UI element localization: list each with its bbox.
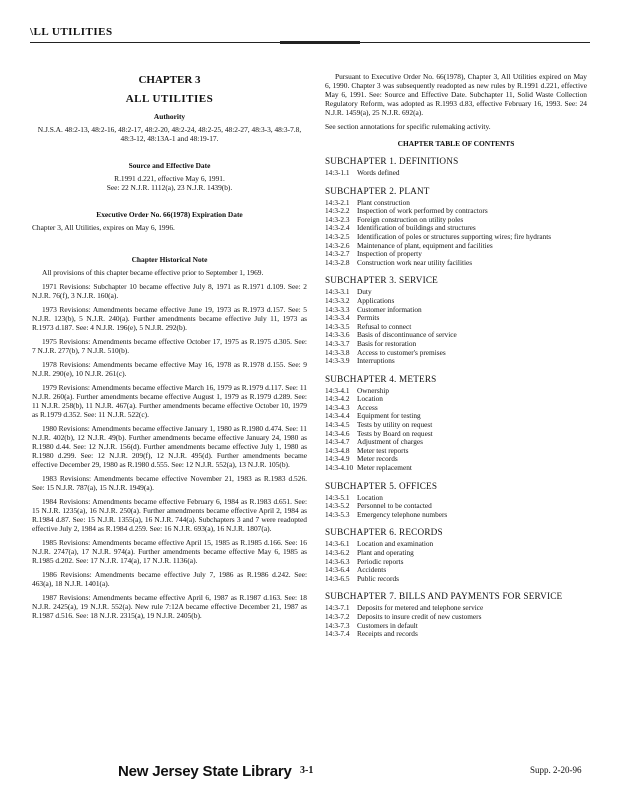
history-heading: Chapter Historical Note: [131, 255, 208, 264]
section-title: Periodic reports: [357, 556, 404, 566]
subchapter-heading: SUBCHAPTER 2. PLANT: [325, 185, 430, 196]
library-logo: New Jersey State Library: [118, 763, 292, 780]
section-title: Identification of poles or structures supporting wires; fire hydrants: [357, 231, 552, 241]
section-number: 14:3-5.3: [325, 509, 350, 519]
section-number: 14:3-3.1: [325, 287, 350, 297]
section-number: 14:3-4.10: [325, 463, 354, 473]
section-number: 14:3-4.4: [325, 411, 350, 421]
history-paragraph: 1978 Revisions: Amendments became effective May 16, 1978 as R.1978 d.155. See: 9 N.J.R. 290(e), 10 N.J.R. 261(c).: [32, 360, 307, 378]
section-number: 14:3-4.1: [325, 385, 350, 395]
section-number: 14:3-6.2: [325, 548, 350, 557]
left-column: [32, 72, 307, 625]
section-number: 14:3-3.4: [325, 313, 350, 323]
section-number: 14:3-2.6: [325, 240, 350, 250]
supplement-date: Supp. 2-20-96: [530, 765, 582, 775]
chapter-name: ALL UTILITIES: [125, 93, 214, 105]
history-paragraph: All provisions of this chapter became effective prior to September 1, 1969.: [42, 268, 264, 277]
section-number: 14:3-2.1: [325, 197, 350, 207]
section-title: Applications: [357, 295, 395, 305]
section-title: Access to customer's premises: [357, 347, 446, 357]
section-number: 14:3-4.6: [325, 428, 350, 438]
section-title: Meter records: [357, 454, 398, 464]
section-title: Basis of discontinuance of service: [357, 330, 457, 340]
section-number: 14:3-3.9: [325, 356, 350, 366]
authority-text: N.J.S.A. 48:2-13, 48:2-16, 48:2-17, 48:2-20, 48:2-24, 48:2-25, 48:2-27, 48:3-3, 48:3-7.8, 48:3-12, 48:13A-1 and 48:19-17.: [37, 125, 302, 143]
subchapter-heading: SUBCHAPTER 3. SERVICE: [325, 275, 438, 286]
history-paragraph: 1979 Revisions: Amendments became effective March 16, 1979 as R.1979 d.117. See: 11 N.J.R. 260(a). Further amendments became effective August 1, 1979 as R.1979 d.289. See: 11 N.J.R. 258(b), 11 N.J.R. 467(a). Further amendments became effective October 10, 1979 as R.1979 d.352. See: 11 N.J.R. 522(c).: [32, 383, 307, 419]
section-number: 14:3-7.4: [325, 629, 350, 639]
subchapter-heading: SUBCHAPTER 5. OFFICES: [325, 480, 438, 491]
table-of-contents: [325, 157, 587, 639]
section-title: Identification of buildings and structures: [357, 223, 476, 233]
section-number: 14:3-1.1: [325, 168, 350, 177]
section-title: Customers in default: [357, 620, 418, 630]
section-number: 14:3-2.5: [325, 231, 350, 241]
history-paragraph: 1986 Revisions: Amendments became effective July 7, 1986 as R.1986 d.242. See: 463(a), 18 N.J.R. 1401(a).: [32, 570, 307, 588]
section-number: 14:3-3.6: [325, 330, 350, 340]
section-title: Emergency telephone numbers: [357, 509, 448, 519]
section-title: Interruptions: [357, 356, 395, 366]
section-title: Adjustment of charges: [357, 437, 423, 447]
section-title: Equipment for testing: [357, 411, 421, 421]
chapter-label: CHAPTER 3: [138, 74, 201, 86]
section-number: 14:3-4.2: [325, 394, 350, 404]
history-paragraph: 1975 Revisions: Amendments became effective October 17, 1975 as R.1975 d.305. See: 7 N.J.R. 277(b), 7 N.J.R. 510(b).: [32, 337, 307, 355]
section-number: 14:3-4.5: [325, 420, 350, 430]
authority-heading: Authority: [153, 112, 186, 121]
toc-entry: [325, 259, 587, 268]
executive-order-text: Chapter 3, All Utilities, expires on May 6, 1996.: [32, 223, 175, 232]
section-number: 14:3-6.1: [325, 539, 350, 549]
section-number: 14:3-2.2: [325, 206, 350, 216]
intro-paragraph: Pursuant to Executive Order No. 66(1978), Chapter 3, All Utilities expired on May 6, 1990. Chapter 3 was subsequently readopted as new rules by R.1991 d.221, effective May 6, 1991. See: Source and Effective Date. Subchapter 11, Solid Waste Collection Regulatory Reform, was adopted as R.1993 d.83, effective February 16, 1993. See: 24 N.J.R. 1459(a), 25 N.J.R. 692(a).: [325, 72, 587, 117]
history-paragraph: 1984 Revisions: Amendments became effective February 6, 1984 as R.1983 d.651. See: 15 N.J.R. 1235(a), 16 N.J.R. 250(a). Further amendments became effective April 2, 1984 as R.1984 d.87. See: 15 N.J.R. 1355(a), 16 N.J.R. 744(a). Subchapters 3 and 7 were readopted effective July 2, 1984 as R.1984 d.259. See: 16 N.J.R. 693(a), 16 N.J.R. 1807(a).: [32, 497, 307, 533]
section-number: 14:3-4.9: [325, 454, 350, 464]
section-number: 14:3-3.3: [325, 304, 350, 314]
section-number: 14:3-3.7: [325, 338, 350, 348]
section-title: Construction work near utility facilities: [357, 257, 473, 267]
section-number: 14:3-4.3: [325, 402, 350, 412]
history-paragraph: 1971 Revisions: Subchapter 10 became effective July 8, 1971 as R.1971 d.109. See: 2 N.J.R. 76(f), 3 N.J.R. 160(a).: [32, 282, 307, 300]
section-title: Meter test reports: [357, 445, 409, 455]
section-number: 14:3-6.4: [325, 565, 350, 575]
section-title: Deposits to insure credit of new customers: [357, 611, 482, 621]
section-title: Plant and operating: [357, 548, 414, 557]
section-title: Refusal to connect: [357, 321, 412, 331]
toc-entry: [325, 575, 587, 584]
section-title: Accidents: [357, 565, 387, 575]
toc-entry: [325, 630, 587, 639]
history-paragraph: 1983 Revisions: Amendments became effective November 21, 1983 as R.1983 d.526. See: 15 N.J.R. 787(a), 15 N.J.R. 1949(a).: [32, 474, 307, 492]
section-number: 14:3-2.7: [325, 249, 350, 259]
toc-entry: [325, 511, 587, 520]
section-title: Foreign construction on utility poles: [357, 214, 464, 224]
toc-entry: [325, 464, 587, 473]
toc-entry: [325, 357, 587, 366]
section-title: Duty: [357, 287, 372, 297]
header-rule-accent: [280, 41, 360, 44]
running-head: \LL UTILITIES: [30, 26, 113, 38]
section-title: Personnel to be contacted: [357, 501, 432, 511]
subchapter-heading: SUBCHAPTER 6. RECORDS: [325, 527, 443, 538]
history-paragraph: 1980 Revisions: Amendments became effective January 1, 1980 as R.1980 d.474. See: 11 N.J.R. 402(b), 12 N.J.R. 49(b). Further amendments became effective January 24, 1980 as R.1980 d.44. See: 12 N.J.R. 156(d). Further amendments became effective July 1, 1980 as R.1980 d.299. See: 12 N.J.R. 209(f), 12 N.J.R. 495(d). Further amendments became effective December 29, 1980 as R.1980 d.555. See: 12 N.J.R. 552(a), 13 N.J.R. 105(b).: [32, 424, 307, 469]
section-number: 14:3-6.3: [325, 556, 350, 566]
section-number: 14:3-7.2: [325, 611, 350, 621]
section-title: Tests by Board on request: [357, 428, 433, 438]
section-title: Customer information: [357, 304, 422, 314]
section-title: Receipts and records: [357, 629, 418, 639]
section-number: 14:3-3.8: [325, 347, 350, 357]
section-number: 14:3-3.5: [325, 321, 350, 331]
section-title: Public records: [357, 573, 399, 583]
section-number: 14:3-6.5: [325, 573, 350, 583]
source-heading: Source and Effective Date: [128, 161, 211, 170]
section-title: Plant construction: [357, 197, 410, 207]
history-paragraph: 1973 Revisions: Amendments became effective June 19, 1973 as R.1973 d.157. See: 5 N.J.R. 123(b), 5 N.J.R. 240(a). Further amendments became effective July 11, 1973 as R.1973 d.187. See: 4 N.J.R. 196(e), 5 N.J.R. 292(b).: [32, 305, 307, 332]
section-title: Location and examination: [357, 539, 434, 549]
executive-order-heading: Executive Order No. 66(1978) Expiration Date: [96, 210, 243, 219]
section-title: Inspection of work performed by contractors: [357, 206, 488, 216]
section-number: 14:3-2.3: [325, 214, 350, 224]
source-line-1: R.1991 d.221, effective May 6, 1991.: [114, 174, 225, 183]
section-title: Maintenance of plant, equipment and facilities: [357, 240, 493, 250]
history-paragraph: 1985 Revisions: Amendments became effective April 15, 1985 as R.1985 d.166. See: 16 N.J.R. 2747(a), 17 N.J.R. 974(a). Further amendments became effective May 6, 1985 as R.1985 d.202. See: 17 N.J.R. 174(a), 17 N.J.R. 1136(a).: [32, 538, 307, 565]
section-title: Access: [357, 402, 378, 412]
section-title: Inspection of property: [357, 249, 422, 259]
source-line-2: See: 22 N.J.R. 1112(a), 23 N.J.R. 1439(b).: [106, 183, 233, 192]
toc-entry: [325, 169, 587, 178]
section-title: Location: [357, 492, 383, 502]
subchapter-heading: SUBCHAPTER 7. BILLS AND PAYMENTS FOR SERVICE: [325, 591, 563, 602]
toc-heading: CHAPTER TABLE OF CONTENTS: [397, 139, 515, 148]
subchapter-heading: SUBCHAPTER 4. METERS: [325, 373, 437, 384]
section-number: 14:3-7.3: [325, 620, 350, 630]
subchapter-heading: SUBCHAPTER 1. DEFINITIONS: [325, 156, 459, 166]
section-title: Basis for restoration: [357, 338, 417, 348]
section-title: Words defined: [357, 168, 400, 177]
section-number: 14:3-4.7: [325, 437, 350, 447]
section-title: Permits: [357, 313, 380, 323]
section-number: 14:3-2.4: [325, 223, 350, 233]
section-number: 14:3-3.2: [325, 295, 350, 305]
page-number: 3-1: [300, 765, 314, 776]
section-number: 14:3-7.1: [325, 603, 350, 613]
section-title: Deposits for metered and telephone service: [357, 603, 484, 613]
history-notes: [32, 268, 307, 620]
history-paragraph: 1987 Revisions: Amendments became effective April 6, 1987 as R.1987 d.163. See: 18 N.J.R. 2425(a), 19 N.J.R. 552(a). New rule 7:12A became effective December 21, 1987 as R.1987 d.516. See: 18 N.J.R. 2315(a), 19 N.J.R. 2405(b).: [32, 593, 307, 620]
section-title: Tests by utility on request: [357, 420, 433, 430]
section-title: Location: [357, 394, 383, 404]
section-number: 14:3-4.8: [325, 445, 350, 455]
annotation-note: See section annotations for specific rulemaking activity.: [325, 122, 491, 131]
section-number: 14:3-5.1: [325, 492, 350, 502]
section-number: 14:3-5.2: [325, 501, 350, 511]
section-title: Ownership: [357, 385, 390, 395]
right-column: [325, 72, 587, 639]
section-number: 14:3-2.8: [325, 257, 350, 267]
section-title: Meter replacement: [357, 463, 412, 473]
